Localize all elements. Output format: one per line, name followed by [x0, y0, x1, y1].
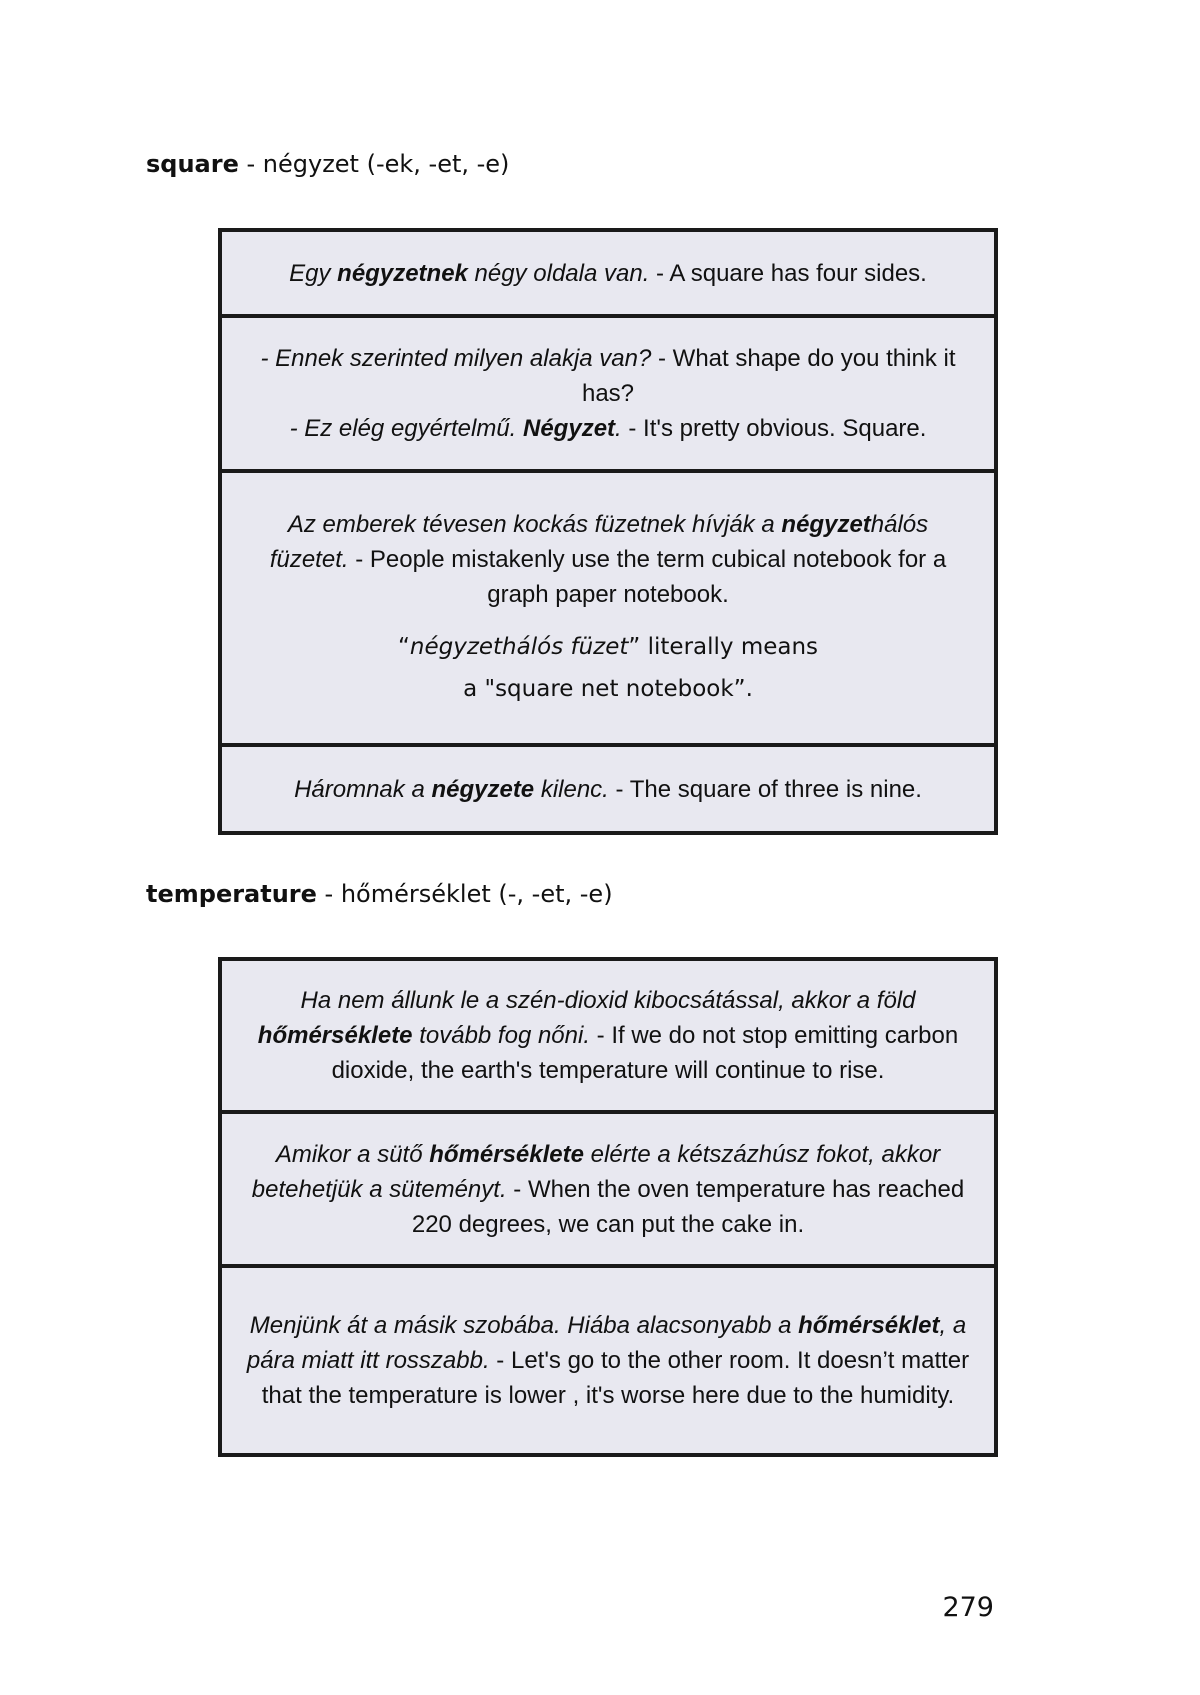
example-sentence [290, 411, 927, 446]
example-english: - A square has four sides. [649, 259, 927, 287]
example-row [222, 318, 994, 473]
examples-table-square [218, 228, 998, 835]
example-sentence [246, 1308, 970, 1413]
example-english: - The square of three is nine. [608, 775, 922, 803]
headword-temperature [146, 880, 613, 908]
example-english: - When the oven temperature has reached 220 degrees, we can put the cake in. [411, 1175, 965, 1238]
example-keyword: hőmérséklet [798, 1312, 940, 1339]
example-sentence [246, 507, 970, 612]
example-sentence [246, 1137, 970, 1242]
example-english: - What shape do you think it has? [581, 345, 956, 407]
example-hungarian: - Ennek szerinted milyen alakja van? [260, 345, 652, 372]
example-hungarian: Egy [289, 259, 338, 287]
note-hungarian: négyzethálós füzet [409, 633, 629, 660]
example-row [222, 1268, 994, 1453]
example-hungarian: Ha nem állunk le a szén-dioxid kibocsátással, akkor a föld [300, 987, 916, 1014]
example-sentence [289, 256, 927, 291]
note-text: ” literally means [628, 633, 819, 660]
example-hungarian: elérte a kétszázhúsz fokot, akkor betehetjük a süteményt. [251, 1140, 941, 1203]
example-keyword: négyzetnek [337, 259, 468, 287]
note-text: a "square net notebook”. [463, 675, 753, 702]
note-quote: “ [397, 633, 410, 660]
example-hungarian: Az emberek tévesen kockás füzetnek hívják a [287, 510, 782, 538]
example-row [222, 961, 994, 1114]
headword-hungarian: - hőmérséklet (-, -et, -e) [316, 880, 613, 908]
example-keyword: hőmérséklete [257, 1022, 413, 1049]
example-english: - Let's go to the other room. It doesn’t matter that the temperature is lower , it's worse here due to the humidity. [261, 1347, 970, 1409]
example-hungarian: , a pára miatt itt rosszabb. [246, 1312, 967, 1374]
example-row [222, 1114, 994, 1268]
example-hungarian: Menjünk át a másik szobába. Hiába alacsonyabb a [249, 1312, 799, 1339]
example-keyword: négyzete [431, 775, 535, 803]
example-english: - People mistakenly use the term cubical notebook for a graph paper notebook. [348, 545, 947, 608]
literal-meaning-note [398, 626, 818, 710]
example-hungarian: Háromnak a [294, 775, 432, 803]
headword-hungarian: - négyzet (-ek, -et, -e) [238, 150, 510, 178]
example-english: - If we do not stop emitting carbon dioxide, the earth's temperature will continue to rise. [331, 1022, 959, 1084]
headword-square [146, 150, 509, 178]
example-sentence [294, 772, 922, 807]
example-keyword: Négyzet [523, 415, 616, 442]
example-hungarian: . [615, 415, 622, 442]
example-row [222, 747, 994, 831]
example-hungarian: tovább fog nőni. [412, 1022, 590, 1049]
example-hungarian: hálós füzetet. [269, 510, 929, 573]
example-row [222, 232, 994, 318]
example-keyword: négyzet [781, 510, 871, 538]
page-number: 279 [942, 1592, 994, 1623]
example-keyword: hőmérséklete [429, 1140, 584, 1168]
example-hungarian: négy oldala van. [467, 259, 650, 287]
example-hungarian: Amikor a sütő [275, 1140, 430, 1168]
example-row [222, 473, 994, 747]
headword-english: square [146, 150, 239, 178]
examples-table-temperature [218, 957, 998, 1457]
example-hungarian: kilenc. [534, 775, 609, 803]
headword-english: temperature [146, 880, 317, 908]
example-sentence [246, 983, 970, 1088]
example-hungarian: - Ez elég egyértelmű. [289, 415, 523, 442]
example-sentence [246, 341, 970, 411]
example-english: - It's pretty obvious. Square. [621, 415, 927, 442]
